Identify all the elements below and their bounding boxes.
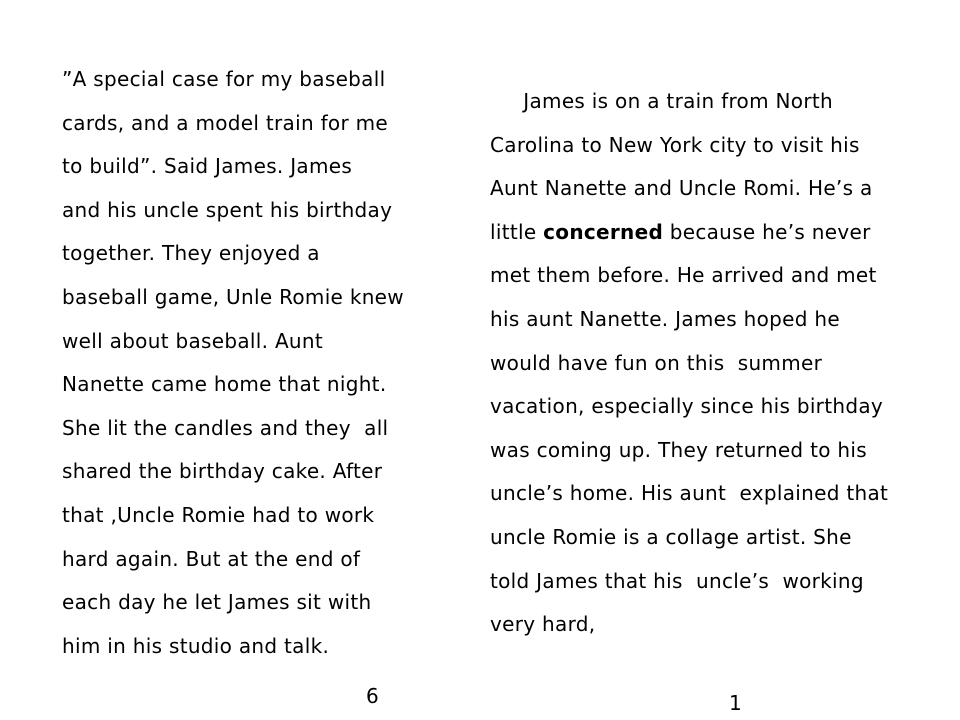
left-text-line: ”A special case for my baseball bbox=[62, 67, 386, 91]
right-text-line-with-vocab bbox=[490, 211, 930, 255]
left-text-line: shared the birthday cake. After bbox=[62, 459, 383, 484]
left-text-line: and his uncle spent his birthday bbox=[62, 197, 393, 222]
text-segment: little bbox=[490, 219, 544, 244]
right-text-line: James is on a train from North bbox=[490, 89, 833, 113]
right-text-line: was coming up. They returned to his bbox=[490, 437, 867, 462]
right-page-text bbox=[490, 80, 930, 647]
right-text-line: vacation, especially since his birthday bbox=[490, 394, 884, 419]
right-text-line: told James that his uncle’s working bbox=[490, 568, 864, 593]
right-text-line: his aunt Nanette. James hoped he bbox=[490, 306, 840, 331]
left-text-line: together. They enjoyed a bbox=[62, 241, 320, 266]
left-text-line: She lit the candles and they all bbox=[62, 415, 389, 440]
left-text-line: cards, and a model train for me bbox=[62, 110, 389, 135]
left-text-line: hard again. But at the end of bbox=[62, 546, 361, 571]
right-text-line: Carolina to New York city to visit his bbox=[490, 132, 860, 157]
page-number-left: 6 bbox=[366, 684, 379, 708]
left-text-line: him in his studio and talk. bbox=[62, 633, 330, 658]
left-text-line: to build”. Said James. James bbox=[62, 154, 353, 179]
right-text-line: uncle Romie is a collage artist. She bbox=[490, 524, 852, 549]
right-text-line: very hard, bbox=[490, 612, 596, 637]
right-text-line: uncle’s home. His aunt explained that bbox=[490, 481, 889, 506]
left-text-line: baseball game, Unle Romie knew bbox=[62, 284, 404, 309]
text-segment: because he’s never bbox=[663, 219, 871, 244]
right-text-line: met them before. He arrived and met bbox=[490, 263, 877, 288]
right-text-line: would have fun on this summer bbox=[490, 350, 823, 375]
left-text-line: that ,Uncle Romie had to work bbox=[62, 502, 375, 527]
page-number-right: 1 bbox=[729, 691, 742, 715]
right-text-line: Aunt Nanette and Uncle Romi. He’s a bbox=[490, 176, 873, 201]
left-page-text bbox=[62, 58, 447, 668]
left-text-line: each day he let James sit with bbox=[62, 590, 372, 615]
left-text-line: well about baseball. Aunt bbox=[62, 328, 324, 353]
left-text-line: Nanette came home that night. bbox=[62, 372, 387, 397]
vocabulary-word: concerned bbox=[543, 219, 664, 244]
